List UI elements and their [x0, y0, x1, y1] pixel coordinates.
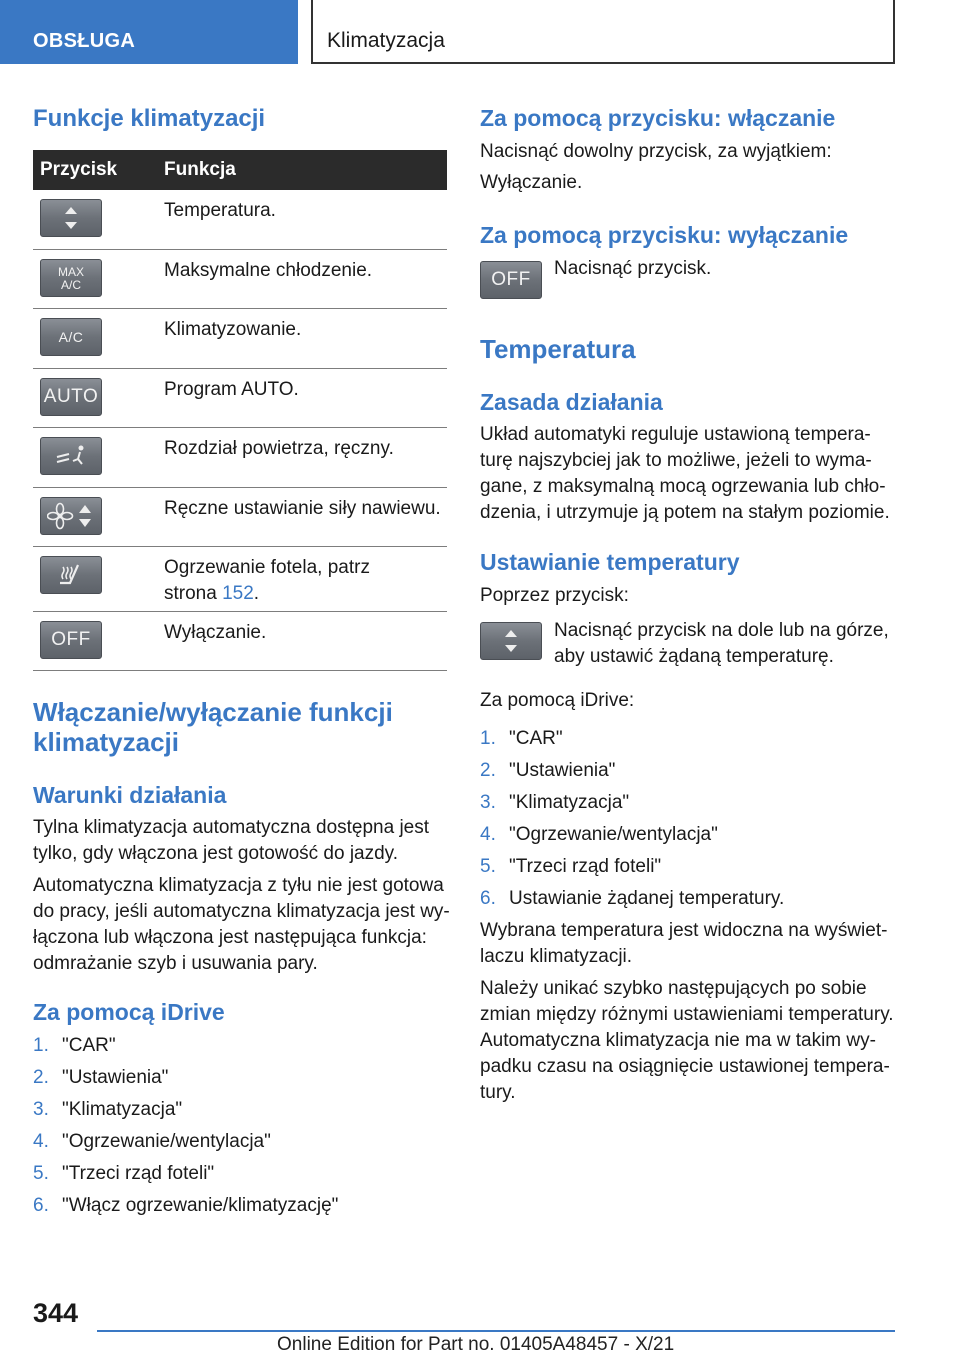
off-text: Nacisnąć przycisk. — [554, 258, 712, 279]
idrive-steps-list — [480, 723, 784, 915]
conditions-title: Warunki działania — [33, 782, 227, 808]
list-item: 3. "Klimatyzacja" — [480, 792, 630, 813]
conditions-paragraph-2: Automatyczna klimatyzacja z tyłu nie jest gotowa do pracy, jeśli automatyczna klimatyzacja jest wy- łączona lub włączona jest następująca funkcja: odmrażanie szyb i usuwania pary. — [33, 875, 450, 974]
auto-button — [40, 378, 102, 416]
functions-table — [33, 150, 447, 671]
table-row — [33, 547, 447, 612]
table-row — [33, 250, 447, 309]
row-function: Ręczne ustawianie siły nawiewu. — [164, 498, 441, 519]
temperature-button — [480, 622, 542, 660]
set-button-instruction — [480, 618, 889, 670]
row-function — [164, 547, 447, 611]
on-paragraph-1: Nacisnąć dowolny przycisk, za wyjątkiem: — [480, 141, 832, 162]
list-item: 5. "Trzeci rząd foteli" — [480, 856, 662, 877]
conditions-paragraph-1: Tylna klimatyzacja automatyczna dostępna jest tylko, gdy włączona jest gotowość do jazdy. — [33, 817, 430, 864]
table-row — [33, 428, 447, 488]
footer-divider — [97, 1330, 895, 1332]
list-item: 4. "Ogrzewanie/wentylacja" — [480, 824, 718, 845]
air-distribution-icon — [51, 443, 91, 469]
page-number: 344 — [33, 1298, 79, 1328]
set-button-text: Nacisnąć przycisk na dole lub na górze, aby ustawić żądaną temperaturę. — [554, 620, 889, 667]
off-button — [480, 261, 542, 299]
set-paragraph-2: Za pomocą iDrive: — [480, 690, 635, 711]
list-item: 6. Ustawianie żądanej temperatury. — [480, 888, 785, 909]
table-title: Funkcje klimatyzacji — [33, 105, 266, 132]
max-ac-button — [40, 259, 102, 297]
idrive-steps-list — [33, 1030, 338, 1222]
max-ac-icon — [51, 263, 91, 293]
list-item: 2. "Ustawienia" — [480, 760, 616, 781]
set-paragraph-1: Poprzez przycisk: — [480, 585, 629, 606]
after-paragraph-2: Należy unikać szybko następujących po sobie zmian między różnymi ustawieniami temperatury. Automatyczna klimatyzacja nie ma w takim wy- padku czasu na osiągnięcie ustawionej tempera- tury. — [480, 978, 894, 1103]
table-header — [33, 150, 447, 190]
table-row — [33, 612, 447, 671]
row-function: Rozdział powietrza, ręczny. — [164, 438, 394, 459]
on-title: Za pomocą przycisku: włączanie — [480, 105, 836, 131]
table-row — [33, 190, 447, 250]
footer-edition: Online Edition for Part no. 01405A48457 - X/21 — [277, 1334, 675, 1355]
list-item: 1. "CAR" — [33, 1035, 116, 1056]
section-label: OBSŁUGA — [0, 0, 298, 64]
row-function: Temperatura. — [164, 200, 276, 221]
idrive-title: Za pomocą iDrive — [33, 999, 225, 1025]
temperature-title: Temperatura — [480, 334, 636, 364]
svg-text:MAX: MAX — [57, 265, 85, 279]
seat-heating-button — [40, 556, 102, 594]
list-item: 2. "Ustawienia" — [33, 1067, 169, 1088]
section-title: Włączanie/wyłączanie funkcji klimatyzacji — [33, 697, 393, 757]
header-button: Przycisk — [40, 159, 118, 180]
seat-heating-icon — [56, 561, 86, 589]
topic-label: Klimatyzacja — [311, 0, 895, 64]
seat-heating-end: . — [253, 583, 260, 604]
auto-button-label: AUTO — [43, 386, 99, 407]
on-paragraph-2: Wyłączanie. — [480, 172, 583, 193]
table-row — [33, 488, 447, 547]
row-function: Program AUTO. — [164, 379, 299, 400]
ac-button — [40, 318, 102, 356]
off-instruction — [480, 257, 711, 299]
table-row — [33, 369, 447, 428]
set-temperature-title: Ustawianie temperatury — [480, 549, 740, 575]
off-button — [40, 621, 102, 659]
row-function: Wyłączanie. — [164, 622, 267, 643]
list-item: 3. "Klimatyzacja" — [33, 1099, 183, 1120]
list-item: 1. "CAR" — [480, 728, 563, 749]
page-reference-link[interactable]: 152 — [222, 583, 254, 604]
ac-button-label: A/C — [58, 329, 84, 345]
row-function: Maksymalne chłodzenie. — [164, 260, 373, 281]
header-function: Funkcja — [164, 159, 236, 180]
seat-heating-text-2: strona — [164, 583, 217, 604]
table-row — [33, 309, 447, 369]
arrows-updown-icon — [61, 204, 81, 232]
seat-heating-text: Ogrzewanie fotela, patrz — [164, 557, 370, 578]
air-distribution-button — [40, 437, 102, 475]
list-item: 4. "Ogrzewanie/wentylacja" — [33, 1131, 271, 1152]
arrows-updown-icon — [501, 627, 521, 655]
off-button-label: OFF — [491, 269, 531, 290]
temperature-button — [40, 199, 102, 237]
fan-speed-button — [40, 497, 102, 535]
principle-paragraph: Układ automatyki reguluje ustawioną tempera- turę najszybciej jak to możliwe, jeżeli to wyma- gane, z maksymalną mocą ogrzewania lub chło- dzenia, i utrzymuje ją potem na stałym poziomie. — [480, 424, 890, 523]
svg-text:A/C: A/C — [60, 278, 82, 292]
list-item: 6. "Włącz ogrzewanie/klimatyzację" — [33, 1195, 339, 1216]
row-function: Klimatyzowanie. — [164, 319, 302, 340]
fan-speed-icon — [47, 501, 95, 531]
off-button-label: OFF — [51, 629, 91, 650]
after-paragraph-1: Wybrana temperatura jest widoczna na wyświet- laczu klimatyzacji. — [480, 920, 888, 967]
list-item: 5. "Trzeci rząd foteli" — [33, 1163, 215, 1184]
principle-title: Zasada działania — [480, 389, 663, 415]
off-title: Za pomocą przycisku: wyłączanie — [480, 222, 849, 248]
